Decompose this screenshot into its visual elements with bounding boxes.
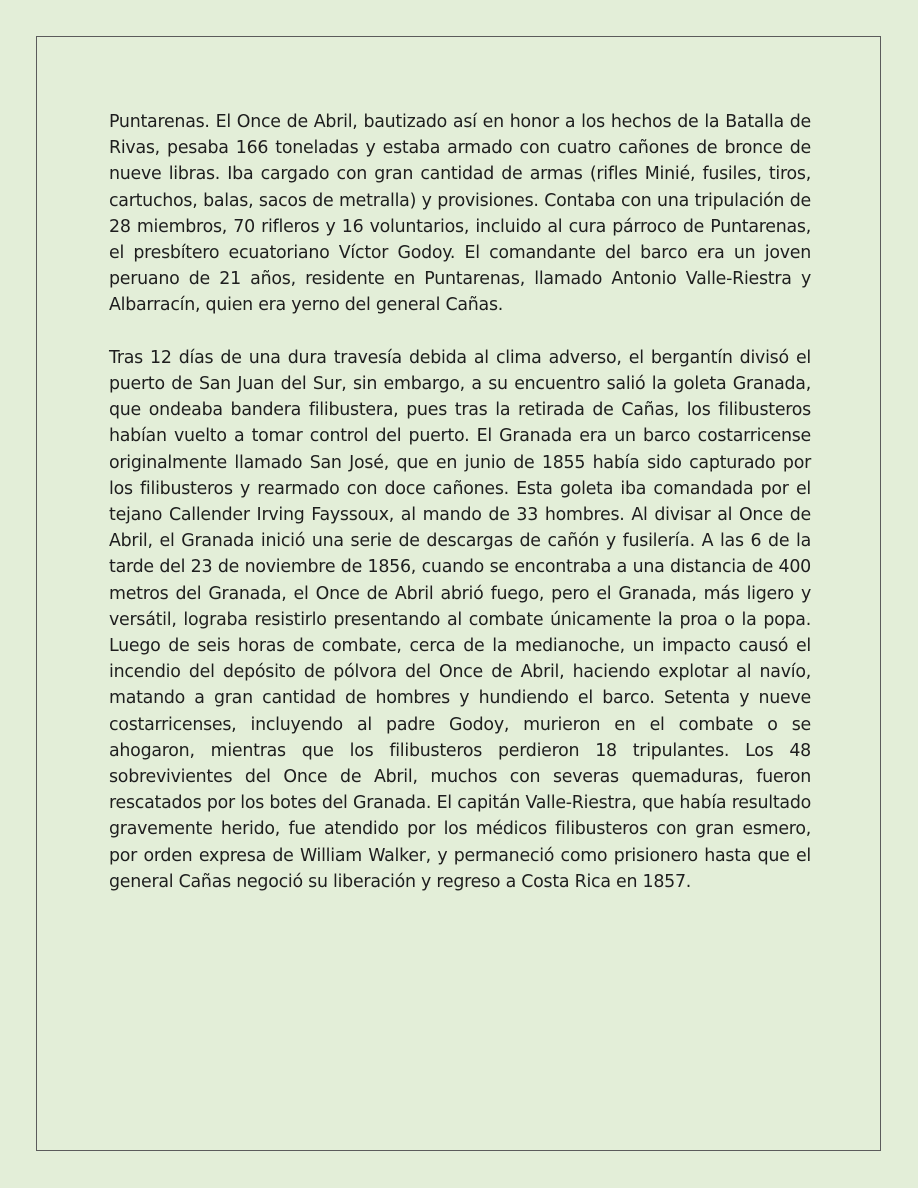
document-body [109,109,811,895]
page-border-frame [36,36,881,1151]
paragraph-once-de-abril-ship: Puntarenas. El Once de Abril, bautizado así en honor a los hechos de la Batalla de Rivas, pesaba 166 toneladas y estaba armado con cuatro cañones de bronce de nueve libras. Iba cargado con gran cantidad de armas (rifles Minié, fusiles, tiros, cartuchos, balas, sacos de metralla) y provisiones. Contaba con una tripulación de 28 miembros, 70 rifleros y 16 voluntarios, incluido al cura párroco de Puntarenas, el presbítero ecuatoriano Víctor Godoy. El comandante del barco era un joven peruano de 21 años, residente en Puntarenas, llamado Antonio Valle-Riestra y Albarracín, quien era yerno del general Cañas. [109,112,811,316]
paragraph-naval-battle: Tras 12 días de una dura travesía debida al clima adverso, el bergantín divisó el puerto de San Juan del Sur, sin embargo, a su encuentro salió la goleta Granada, que ondeaba bandera filibustera, pues tras la retirada de Cañas, los filibusteros habían vuelto a tomar control del puerto. El Granada era un barco costarricense originalmente llamado San José, que en junio de 1855 había sido capturado por los filibusteros y rearmado con doce cañones. Esta goleta iba comandada por el tejano Callender Irving Fayssoux, al mando de 33 hombres. Al divisar al Once de Abril, el Granada inició una serie de descargas de cañón y fusilería. A las 6 de la tarde del 23 de noviembre de 1856, cuando se encontraba a una distancia de 400 metros del Granada, el Once de Abril abrió fuego, pero el Granada, más ligero y versátil, lograba resistirlo presentando al combate únicamente la proa o la popa. Luego de seis horas de combate, cerca de la medianoche, un impacto causó el incendio del depósito de pólvora del Once de Abril, haciendo explotar al navío, matando a gran cantidad de hombres y hundiendo el barco. Setenta y nueve costarricenses, incluyendo al padre Godoy, murieron en el combate o se ahogaron, mientras que los filibusteros perdieron 18 tripulantes. Los 48 sobrevivientes del Once de Abril, muchos con severas quemaduras, fueron rescatados por los botes del Granada. El capitán Valle-Riestra, que había resultado gravemente herido, fue atendido por los médicos filibusteros con gran esmero, por orden expresa de William Walker, y permaneció como prisionero hasta que el general Cañas negoció su liberación y regreso a Costa Rica en 1857. [109,347,811,892]
